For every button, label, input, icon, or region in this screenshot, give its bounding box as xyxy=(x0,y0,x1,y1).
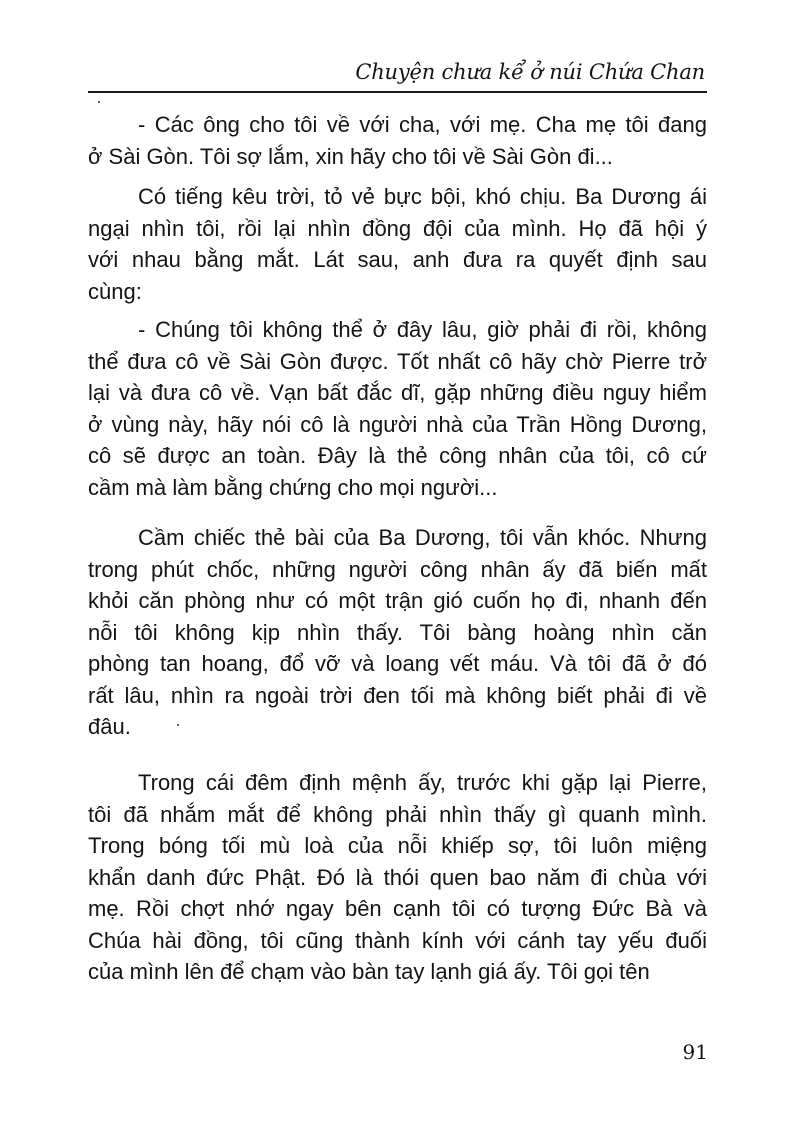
text-line: thể đưa cô về Sài Gòn được. Tốt nhất cô hãy chờ Pierre trở xyxy=(88,348,707,374)
text-line: với nhau bằng mắt. Lát sau, anh đưa ra quyết định sau xyxy=(88,247,707,272)
text-line: phòng tan hoang, đổ vỡ và loang vết máu. Và tôi đã ở đó xyxy=(88,651,707,676)
text-line: của mình lên để chạm vào bàn tay lạnh giá ấy. Tôi gọi tên xyxy=(88,959,650,984)
text-line: trong phút chốc, những người công nhân ấy đã biến mất xyxy=(88,556,707,582)
text-line: - Các ông cho tôi về với cha, với mẹ. Cha mẹ tôi đang xyxy=(138,112,707,137)
text-line: Có tiếng kêu trời, tỏ vẻ bực bội, khó chịu. Ba Dương ái xyxy=(138,184,707,209)
text-line: nỗi tôi không kịp nhìn thấy. Tôi bàng hoàng nhìn căn xyxy=(88,619,707,645)
paragraph xyxy=(88,109,707,172)
running-header: Chuyện chưa kể ở núi Chứa Chan xyxy=(355,60,705,84)
paragraph xyxy=(88,181,707,307)
text-line: khỏi căn phòng như có một trận gió cuốn họ đi, nhanh đến xyxy=(88,588,707,613)
text-line: đâu. xyxy=(88,714,131,739)
page-number: 91 xyxy=(682,1040,708,1064)
text-line: Cầm chiếc thẻ bài của Ba Dương, tôi vẫn khóc. Nhưng xyxy=(138,525,707,550)
text-line: Chúa hài đồng, tôi cũng thành kính với cánh tay yếu đuối xyxy=(88,927,707,953)
text-line: ở Sài Gòn. Tôi sợ lắm, xin hãy cho tôi về Sài Gòn đi... xyxy=(88,143,613,169)
header-rule xyxy=(88,91,707,93)
text-line: tôi đã nhắm mắt để không phải nhìn thấy gì quanh mình. xyxy=(88,801,707,827)
text-line: mẹ. Rồi chợt nhớ ngay bên cạnh tôi có tượng Đức Bà và xyxy=(88,896,707,921)
text-line: cầm mà làm bằng chứng cho mọi người... xyxy=(88,474,498,500)
text-line: cùng: xyxy=(88,278,142,304)
text-line: Trong cái đêm định mệnh ấy, trước khi gặp lại Pierre, xyxy=(138,770,707,795)
text-line: - Chúng tôi không thể ở đây lâu, giờ phải đi rồi, không xyxy=(138,317,707,342)
text-line: khẩn danh đức Phật. Đó là thói quen bao năm đi chùa với xyxy=(88,864,707,890)
text-line: rất lâu, nhìn ra ngoài trời đen tối mà không biết phải đi về xyxy=(88,682,707,708)
paragraph xyxy=(88,522,707,743)
text-line: Trong bóng tối mù loà của nỗi khiếp sợ, tôi luôn miệng xyxy=(88,833,707,858)
paragraph xyxy=(88,767,707,988)
scan-speck xyxy=(98,101,100,103)
text-line: ở vùng này, hãy nói cô là người nhà của Trần Hồng Dương, xyxy=(88,411,707,437)
paragraph xyxy=(88,314,707,503)
text-line: ngại nhìn tôi, rồi lại nhìn đồng đội của mình. Họ đã hội ý xyxy=(88,215,707,241)
text-line: cô sẽ được an toàn. Đây là thẻ công nhân của tôi, cô cứ xyxy=(88,443,707,468)
text-line: lại và đưa cô về. Vạn bất đắc dĩ, gặp những điều nguy hiểm xyxy=(88,380,707,405)
